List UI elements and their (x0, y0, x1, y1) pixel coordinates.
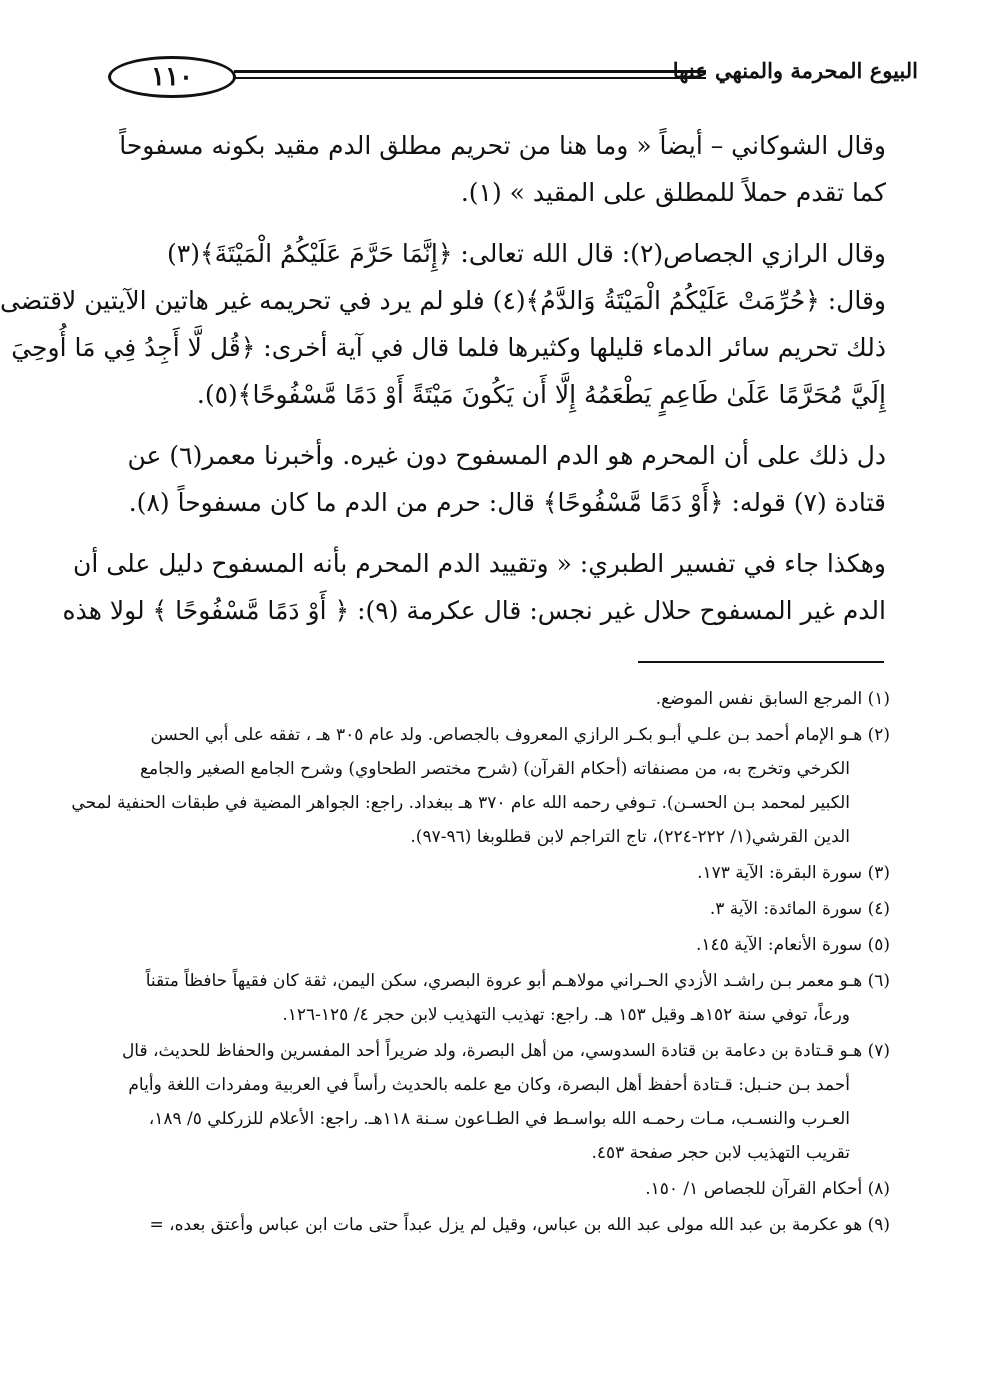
footnote-line: (٩) هو عكرمة بن عبد الله مولى عبد الله بن عباس، وقيل لم يزل عبداً حتى مات ابن عباس وأعتق بعده، = (149, 1215, 890, 1235)
footnote-line: (٤) سورة المائدة: الآية ٣. (709, 899, 890, 919)
footnotes (71, 682, 890, 1244)
footnote-line: (٣) سورة البقرة: الآية ١٧٣. (697, 863, 890, 883)
footnote-1 (118, 682, 890, 716)
text-line: الدم غير المسفوح حلال غير نجس: قال عكرمة (٩): ﴿ أَوْ دَمًا مَّسْفُوحًا ﴾ لولا هذه (62, 596, 886, 625)
text-line: وقال الشوكاني – أيضاً « وما هنا من تحريم مطلق الدم مقيد بكونه مسفوحاً (119, 131, 886, 160)
page-header (108, 56, 918, 102)
footnote-7 (118, 1034, 890, 1170)
text-line: كما تقدم حملاً للمطلق على المقيد » (١). (460, 178, 886, 207)
paragraph-2 (0, 230, 886, 418)
footnote-line: تقريب التهذيب لابن حجر صفحة ٤٥٣. (591, 1143, 850, 1163)
footnote-2 (71, 718, 890, 854)
footnote-5 (118, 928, 890, 962)
page-number: ١١٠ (108, 56, 236, 98)
footnote-8 (118, 1172, 890, 1206)
text-line: دل ذلك على أن المحرم هو الدم المسفوح دون غيره. وأخبرنا معمر(٦) عن (127, 441, 886, 470)
footnote-divider (638, 661, 884, 663)
header-rule (234, 70, 706, 79)
text-line: وهكذا جاء في تفسير الطبري: « وتقييد الدم المحرم بأنه المسفوح دليل على أن (73, 549, 886, 578)
paragraph-4 (62, 540, 886, 634)
footnote-line: (٦) هـو معمر بـن راشـد الأزدي الحـراني مولاهـم أبو عروة البصري، سكن اليمن، ثقة كان فقيهاً حافظاً متقناً (145, 971, 890, 991)
footnote-line: الكبير لمحمد بـن الحسـن). تـوفي رحمه الله عام ٣٧٠ هـ ببغداد. راجع: الجواهر المضية في طبقات الحنفية لمحي (71, 793, 850, 813)
footnote-line: العـرب والنسـب، مـات رحمـه الله بواسـط في الطـاعون سـنة ١١٨هـ. راجع: الأعلام للزركلي ٥/ ١٨٩، (148, 1109, 850, 1129)
text-line: إِلَيَّ مُحَرَّمًا عَلَىٰ طَاعِمٍ يَطْعَمُهُ إِلَّا أَن يَكُونَ مَيْتَةً أَوْ دَمًا مَّسْفُوحًا﴾(٥). (196, 380, 886, 409)
main-text (0, 122, 886, 648)
footnote-line: (٨) أحكام القرآن للجصاص ١/ ١٥٠. (645, 1179, 890, 1199)
paragraph-3 (118, 432, 886, 526)
footnote-line: الكرخي وتخرج به، من مصنفاته (أحكام القرآن) (شرح مختصر الطحاوي) وشرح الجامع الصغير والجامع (139, 759, 850, 779)
text-line: وقال: ﴿حُرِّمَتْ عَلَيْكُمُ الْمَيْتَةُ وَالدَّمُ﴾(٤) فلو لم يرد في تحريمه غير هاتين الآيتين لاقتضى (0, 286, 886, 315)
footnote-line: أحمد بـن حنـبل: قـتادة أحفظ أهل البصرة، وكان مع علمه بالحديث رأساً في العربية ومفردات اللغة وأيام (128, 1075, 850, 1095)
footnote-line: الدين القرشي(١/ ٢٢٢-٢٢٤)، تاج التراجم لابن قطلوبغا (٩٦-٩٧). (410, 827, 850, 847)
text-line: وقال الرازي الجصاص(٢): قال الله تعالى: ﴿إِنَّمَا حَرَّمَ عَلَيْكُمُ الْمَيْتَةَ﴾(٣) (167, 239, 886, 268)
footnote-line: (٥) سورة الأنعام: الآية ١٤٥. (695, 935, 890, 955)
footnote-line: (٢) هـو الإمام أحمد بـن علـي أبـو بكـر الرازي المعروف بالجصاص. ولد عام ٣٠٥ هـ ، تفقه على أبي الحسن (150, 725, 890, 745)
text-line: قتادة (٧) قوله: ﴿أَوْ دَمًا مَّسْفُوحًا﴾ قال: حرم من الدم ما كان مسفوحاً (٨). (128, 488, 886, 517)
footnote-line: (١) المرجع السابق نفس الموضع. (655, 689, 890, 709)
running-title: البيوع المحرمة والمنهي عنها (672, 58, 918, 83)
text-line: ذلك تحريم سائر الدماء قليلها وكثيرها فلما قال في آية أخرى: ﴿قُل لَّا أَجِدُ فِي مَا أُوحِيَ (11, 333, 886, 362)
footnote-line: ورعاً، توفي سنة ١٥٢هـ وقيل ١٥٣ هـ. راجع: تهذيب التهذيب لابن حجر ٤/ ١٢٥-١٢٦. (282, 1005, 850, 1025)
footnote-6 (118, 964, 890, 1032)
paragraph-1 (118, 122, 886, 216)
footnote-3 (118, 856, 890, 890)
footnote-9 (118, 1208, 890, 1242)
footnote-4 (118, 892, 890, 926)
footnote-line: (٧) هـو قـتادة بن دعامة بن قتادة السدوسي، من أهل البصرة، ولد ضريراً أحد المفسرين والحفاظ للحديث، قال (121, 1041, 890, 1061)
